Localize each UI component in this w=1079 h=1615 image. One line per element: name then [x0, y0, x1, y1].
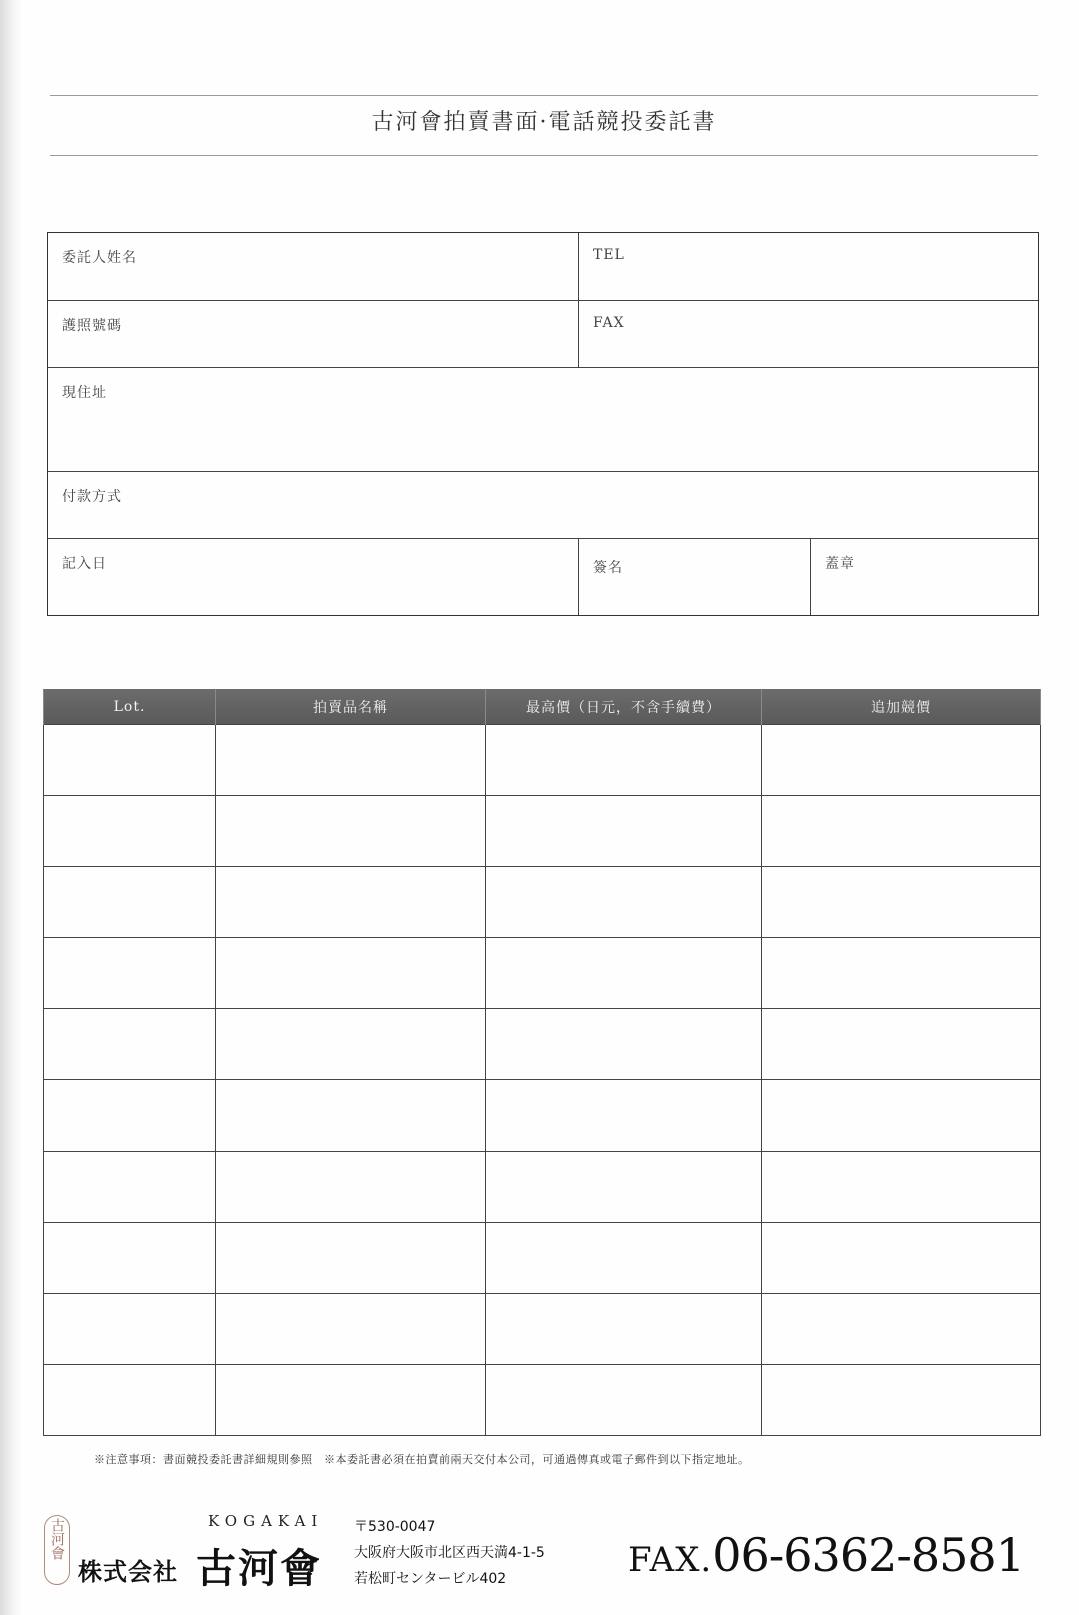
- item-name-cell[interactable]: [216, 938, 486, 1009]
- lot-number-cell[interactable]: [44, 725, 216, 796]
- additional-bid-cell[interactable]: [762, 796, 1041, 867]
- item-name-cell[interactable]: [216, 1222, 486, 1293]
- additional-bid-cell[interactable]: [762, 938, 1041, 1009]
- additional-bid-cell[interactable]: [762, 1080, 1041, 1151]
- max-price-cell[interactable]: [486, 1009, 762, 1080]
- additional-bid-cell[interactable]: [762, 867, 1041, 938]
- entry-date-label: 記入日: [62, 556, 107, 572]
- lot-header: Lot.: [44, 689, 216, 725]
- fax-field[interactable]: [579, 301, 1038, 367]
- max-price-cell[interactable]: [486, 1293, 762, 1364]
- table-row: [44, 1222, 1041, 1293]
- table-row: [44, 725, 1041, 796]
- max-price-cell[interactable]: [486, 1364, 762, 1435]
- lot-bid-table: [43, 689, 1041, 1436]
- table-row: [44, 1293, 1041, 1364]
- max-price-cell[interactable]: [486, 867, 762, 938]
- table-row: [44, 1009, 1041, 1080]
- address-line-1: 大阪府大阪市北区西天満4-1-5: [354, 1545, 545, 1561]
- fax-number: 06-6362-8581: [712, 1528, 1024, 1582]
- additional-bid-cell[interactable]: [762, 1222, 1041, 1293]
- additional-bid-header: 追加競價: [762, 689, 1041, 725]
- title-bottom-rule: [50, 155, 1038, 156]
- item-name-cell[interactable]: [216, 1293, 486, 1364]
- item-name-cell[interactable]: [216, 1080, 486, 1151]
- item-name-cell[interactable]: [216, 1151, 486, 1222]
- max-price-cell[interactable]: [486, 1222, 762, 1293]
- lot-number-cell[interactable]: [44, 1222, 216, 1293]
- signature-label: 簽名: [593, 560, 623, 576]
- passport-number-field[interactable]: [48, 301, 578, 367]
- client-name-label: 委託人姓名: [62, 250, 137, 266]
- entry-date-field[interactable]: [48, 539, 578, 615]
- additional-bid-cell[interactable]: [762, 1009, 1041, 1080]
- max-price-header: 最高價（日元，不含手續費）: [486, 689, 762, 725]
- notice-text: ※注意事項：書面競投委託書詳細規則參照 ※本委託書必須在拍賣前兩天交付本公司，可通過傳真或電子郵件到以下指定地址。: [94, 1453, 750, 1466]
- seal-label: 蓋章: [825, 556, 855, 572]
- lot-number-cell[interactable]: [44, 1080, 216, 1151]
- current-address-label: 現住址: [62, 385, 107, 401]
- additional-bid-cell[interactable]: [762, 1364, 1041, 1435]
- address-line-2: 若松町センタービル402: [354, 1571, 507, 1587]
- item-name-cell[interactable]: [216, 796, 486, 867]
- company-romaji: KOGAKAI: [208, 1512, 324, 1530]
- item-name-cell[interactable]: [216, 1009, 486, 1080]
- lot-number-cell[interactable]: [44, 1364, 216, 1435]
- company-address: [354, 1514, 545, 1592]
- max-price-cell[interactable]: [486, 725, 762, 796]
- additional-bid-cell[interactable]: [762, 1293, 1041, 1364]
- item-name-header: 拍賣品名稱: [216, 689, 486, 725]
- max-price-cell[interactable]: [486, 938, 762, 1009]
- lot-number-cell[interactable]: [44, 1009, 216, 1080]
- payment-method-field[interactable]: [48, 472, 1038, 538]
- page-left-edge: [0, 0, 22, 1615]
- company-type: 株式会社: [78, 1557, 178, 1586]
- item-name-cell[interactable]: [216, 1364, 486, 1435]
- fax-label: FAX: [593, 315, 625, 331]
- table-row: [44, 938, 1041, 1009]
- client-info-form: [47, 232, 1039, 616]
- lot-number-cell[interactable]: [44, 938, 216, 1009]
- max-price-cell[interactable]: [486, 796, 762, 867]
- table-row: [44, 867, 1041, 938]
- table-row: [44, 1151, 1041, 1222]
- seal-field[interactable]: [811, 539, 1038, 615]
- item-name-cell[interactable]: [216, 725, 486, 796]
- table-header-row: [44, 689, 1041, 725]
- max-price-cell[interactable]: [486, 1151, 762, 1222]
- signature-field[interactable]: [579, 539, 810, 615]
- table-row: [44, 796, 1041, 867]
- item-name-cell[interactable]: [216, 867, 486, 938]
- company-seal-logo: [44, 1515, 70, 1585]
- lot-table-body: [44, 725, 1041, 1436]
- table-row: [44, 1364, 1041, 1435]
- max-price-cell[interactable]: [486, 1080, 762, 1151]
- fax-contact: [628, 1528, 1024, 1582]
- passport-number-label: 護照號碼: [62, 318, 122, 334]
- seal-text: 古河會: [49, 1518, 65, 1560]
- tel-field[interactable]: [579, 233, 1038, 300]
- payment-method-label: 付款方式: [62, 489, 122, 505]
- additional-bid-cell[interactable]: [762, 725, 1041, 796]
- document-title: 古河會拍賣書面·電話競投委託書: [371, 110, 717, 135]
- table-row: [44, 1080, 1041, 1151]
- postal-code: 〒530-0047: [354, 1519, 436, 1535]
- lot-number-cell[interactable]: [44, 1151, 216, 1222]
- title-top-rule: [50, 95, 1038, 96]
- current-address-field[interactable]: [48, 368, 1038, 471]
- fax-prefix: FAX.: [628, 1540, 713, 1580]
- lot-number-cell[interactable]: [44, 796, 216, 867]
- company-name: 古河會: [196, 1545, 322, 1592]
- lot-number-cell[interactable]: [44, 1293, 216, 1364]
- client-name-field[interactable]: [48, 233, 578, 300]
- tel-label: TEL: [593, 247, 625, 263]
- lot-number-cell[interactable]: [44, 867, 216, 938]
- additional-bid-cell[interactable]: [762, 1151, 1041, 1222]
